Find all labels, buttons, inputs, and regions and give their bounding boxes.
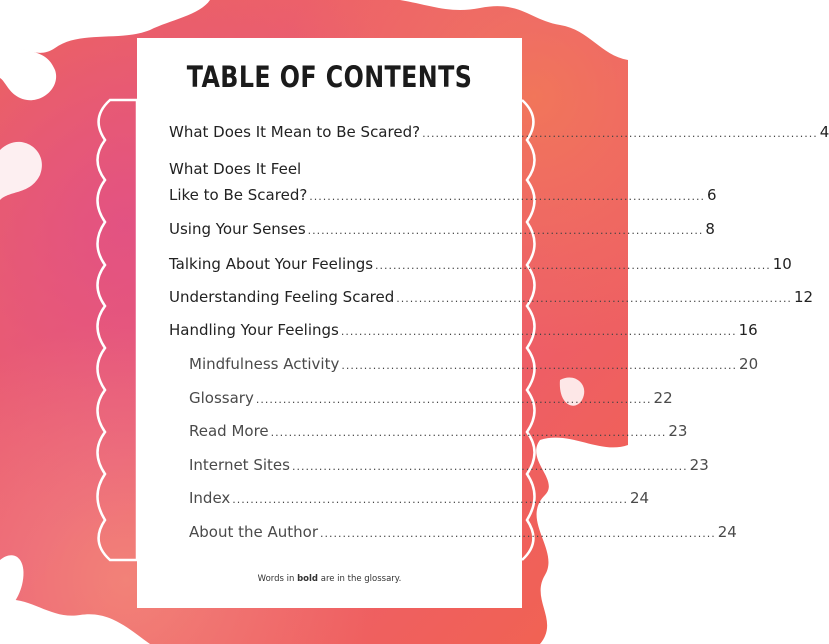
toc-entry-label: Using Your Senses (169, 220, 306, 238)
toc-entry-page: 23 (689, 456, 709, 474)
toc-subentry (189, 456, 709, 474)
toc-entry (169, 220, 715, 238)
leader-dots: ........................................................................................ (340, 325, 737, 338)
leader-dots: ........................................................................................ (320, 527, 716, 540)
glossary-note-bold: bold (297, 574, 319, 584)
toc-entry-page: 12 (793, 288, 814, 306)
page-title: TABLE OF CONTENTS (186, 60, 473, 94)
leader-dots: ........................................................................................ (309, 190, 705, 203)
leader-dots: ........................................................................................ (341, 359, 738, 372)
toc-subentry (189, 489, 650, 507)
leader-dots: ........................................................................................ (396, 292, 792, 305)
toc-entry-label: Internet Sites (189, 456, 290, 474)
toc-entry-page: 22 (653, 389, 673, 407)
toc-entry-label-line1: What Does It Feel (169, 160, 302, 178)
toc-entry-page: 10 (772, 255, 792, 273)
toc-entry-label: What Does It Mean to Be Scared? (169, 123, 421, 141)
toc-entry (169, 255, 792, 273)
toc-entry-page: 24 (630, 489, 650, 507)
toc-entry-label: Handling Your Feelings (169, 321, 339, 339)
glossary-note-before: Words in (257, 574, 295, 584)
toc-entry-label: About the Author (189, 523, 319, 541)
toc-entry (169, 288, 814, 306)
toc-entry-label: Understanding Feeling Scared (169, 288, 395, 306)
toc-entry-page: 4 (819, 123, 829, 141)
glossary-note (137, 574, 522, 584)
glossary-note-after: are in the glossary. (320, 574, 402, 584)
leader-dots: ........................................................................................ (270, 426, 667, 439)
leader-dots: ........................................................................................ (307, 224, 704, 237)
toc-subentry (189, 355, 759, 373)
toc-entry-page: 16 (738, 321, 758, 339)
leader-dots: ........................................................................................ (232, 493, 628, 506)
toc-entry (169, 186, 717, 204)
toc-entry-page: 20 (739, 355, 759, 373)
leader-dots: ........................................................................................ (255, 393, 652, 406)
contents-panel (137, 38, 829, 608)
toc-entry-label: Mindfulness Activity (189, 355, 340, 373)
leader-dots: ........................................................................................ (291, 460, 688, 473)
toc-entry-label: Like to Be Scared? (169, 186, 308, 204)
toc-entry-label: Index (189, 489, 231, 507)
toc-entry-page: 23 (668, 422, 688, 440)
toc-entry (169, 123, 829, 141)
toc-subentry (189, 523, 737, 541)
toc-entry (169, 321, 758, 339)
toc-entry-page: 24 (717, 523, 737, 541)
leader-dots: ........................................................................................ (422, 127, 818, 140)
toc-entry-label: Glossary (189, 389, 254, 407)
toc-entry-label: Read More (189, 422, 269, 440)
toc-subentry (189, 422, 688, 440)
toc-subentry (189, 389, 673, 407)
toc-entry-label: Talking About Your Feelings (169, 255, 374, 273)
leader-dots: ........................................................................................ (375, 259, 771, 272)
toc-entry-page: 6 (707, 186, 717, 204)
toc-entry-page: 8 (705, 220, 715, 238)
